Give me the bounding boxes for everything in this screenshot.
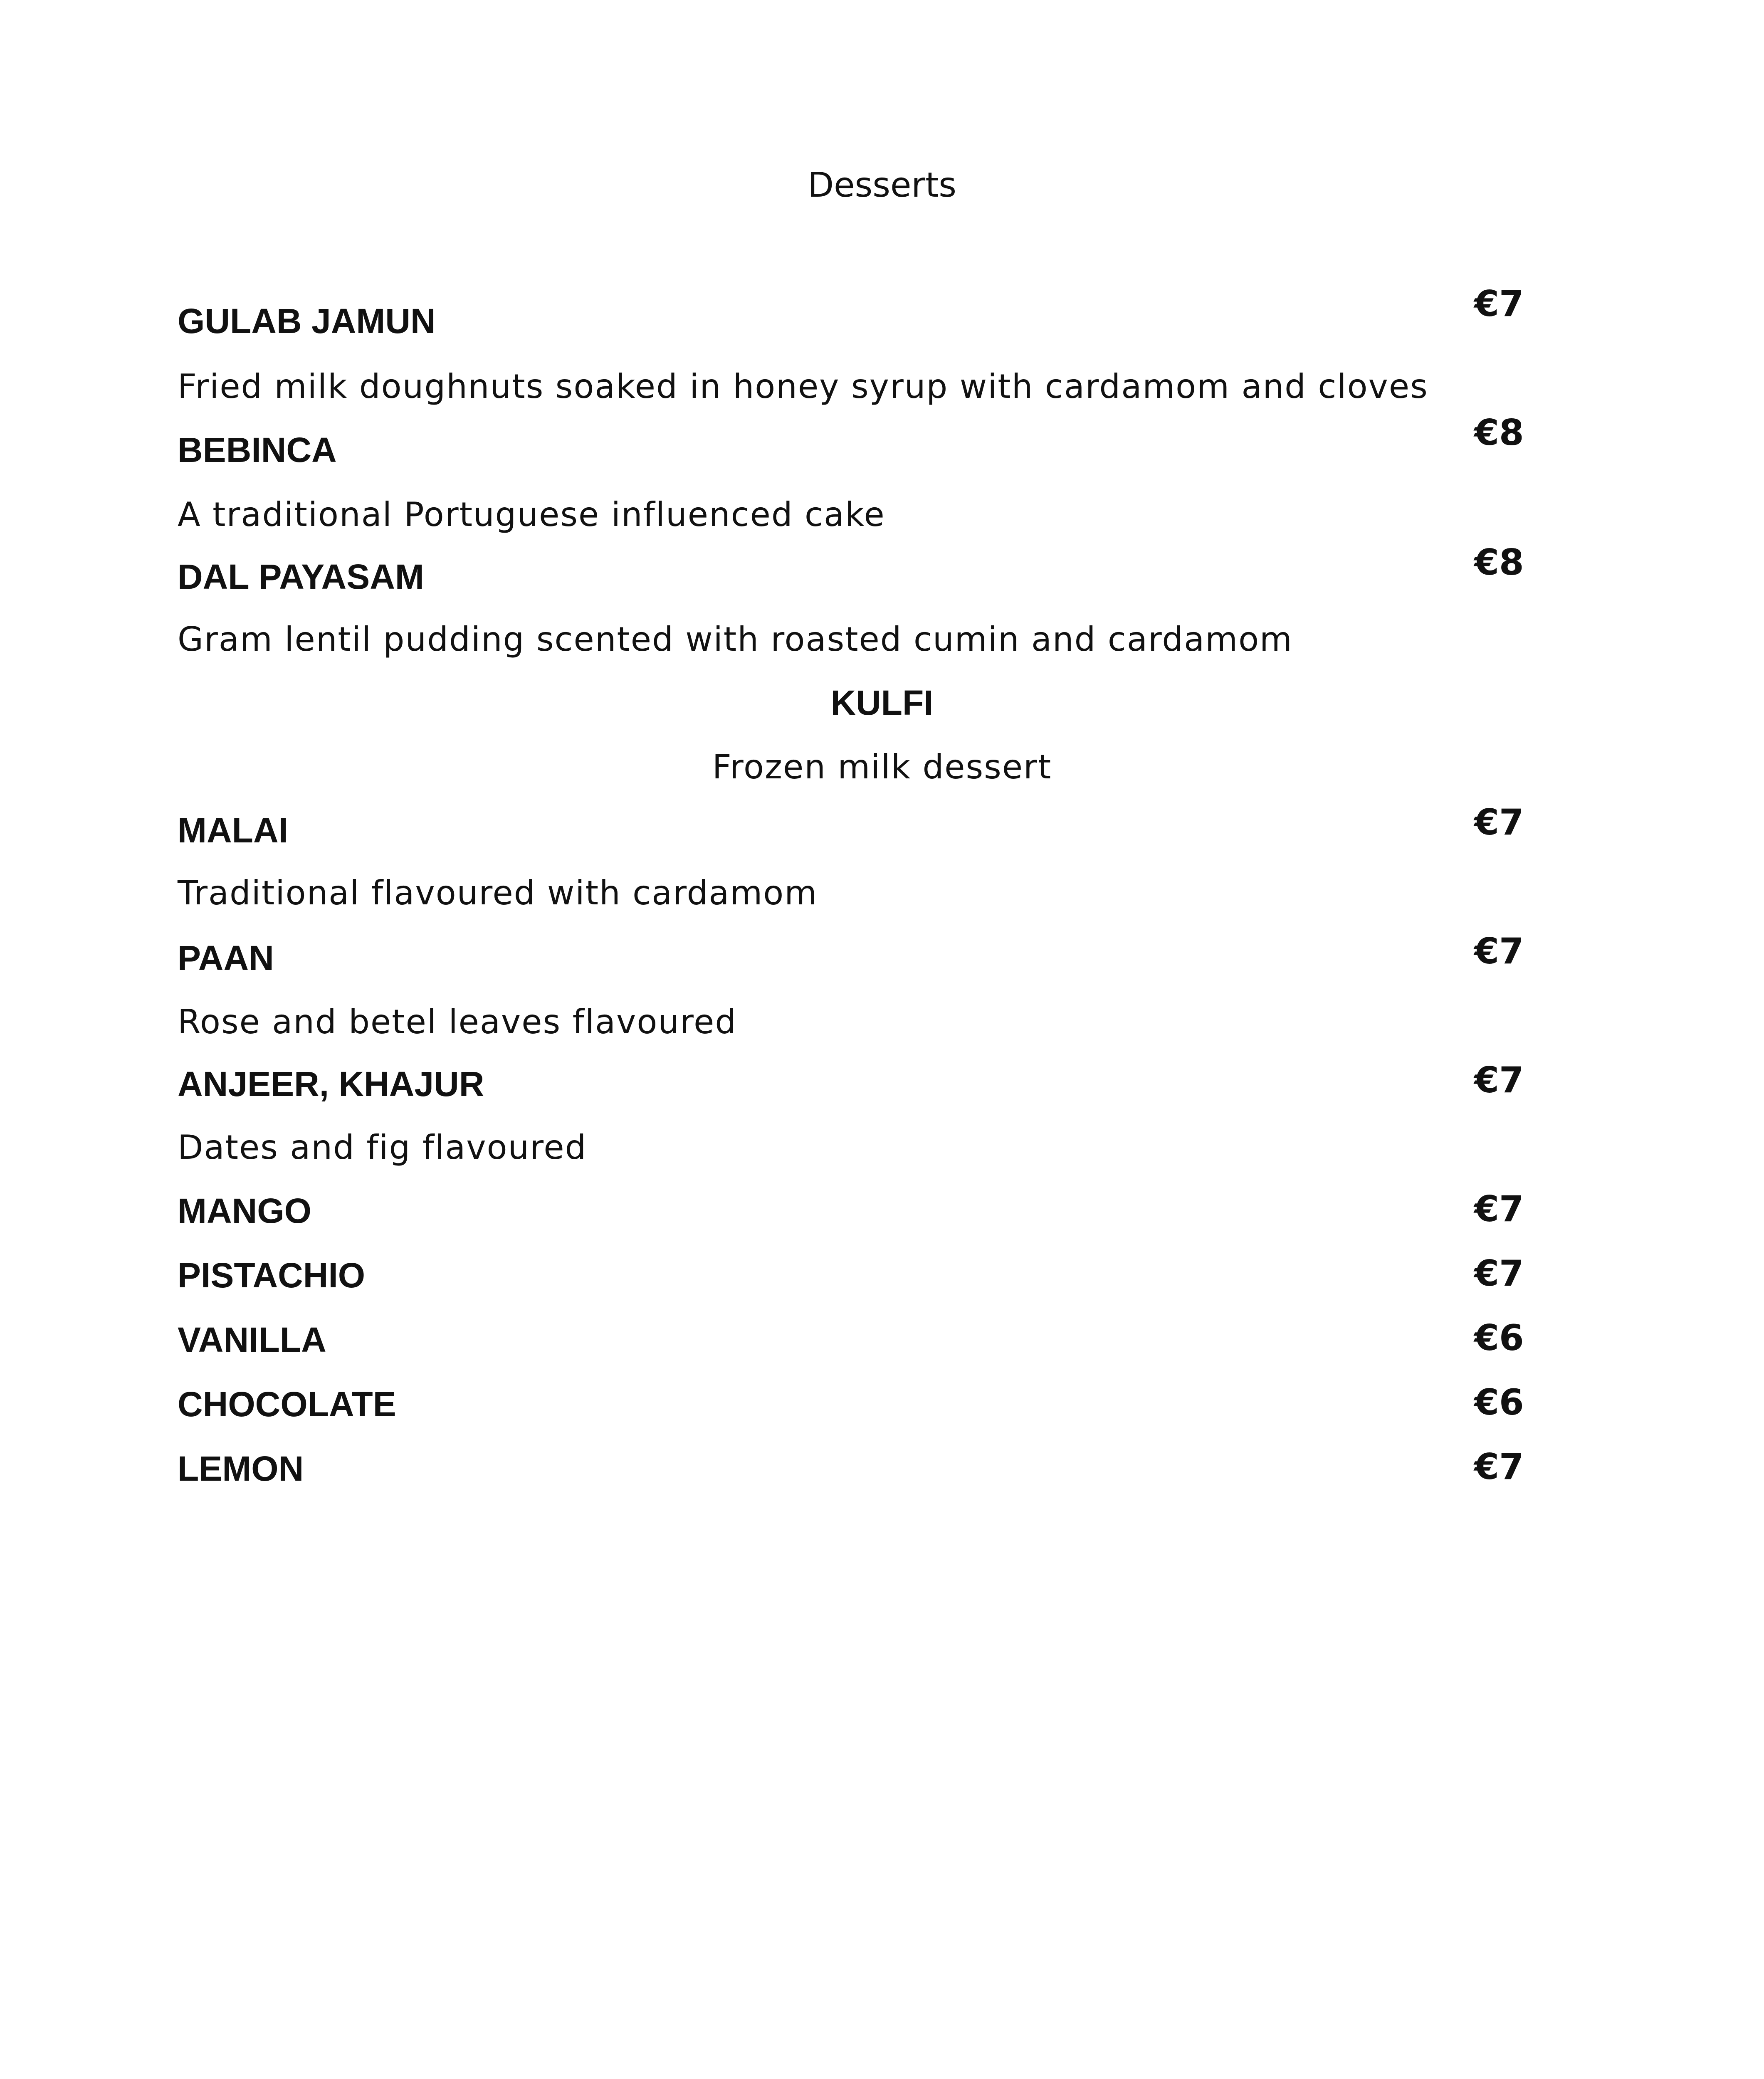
kulfi-price: €7 (1474, 931, 1524, 972)
kulfi-description: Dates and fig flavoured (178, 1128, 587, 1167)
kulfi-name: MANGO (178, 1191, 311, 1230)
page-title: Desserts (807, 165, 957, 205)
dessert-description: A traditional Portuguese influenced cake (178, 495, 885, 534)
kulfi-price: €6 (1474, 1382, 1524, 1423)
kulfi-name: PISTACHIO (178, 1256, 366, 1295)
dessert-name: BEBINCA (178, 430, 337, 469)
kulfi-price: €7 (1474, 802, 1524, 843)
kulfi-description: Rose and betel leaves flavoured (178, 1002, 737, 1041)
kulfi-name: CHOCOLATE (178, 1385, 396, 1424)
kulfi-price: €7 (1474, 1059, 1524, 1101)
dessert-description: Gram lentil pudding scented with roasted cumin and cardamom (178, 620, 1293, 659)
kulfi-name: PAAN (178, 938, 274, 978)
kulfi-name: VANILLA (178, 1320, 326, 1359)
dessert-description: Fried milk doughnuts soaked in honey syrup with cardamom and cloves (178, 367, 1428, 406)
kulfi-name: ANJEER, KHAJUR (178, 1064, 484, 1104)
kulfi-description: Traditional flavoured with cardamom (178, 874, 818, 912)
kulfi-price: €7 (1474, 1253, 1524, 1294)
section-subheading: Frozen milk dessert (712, 748, 1052, 786)
kulfi-name: LEMON (178, 1449, 304, 1488)
kulfi-price: €7 (1474, 1188, 1524, 1230)
kulfi-price: €7 (1474, 1446, 1524, 1488)
dessert-price: €7 (1474, 283, 1524, 325)
kulfi-name: MALAI (178, 811, 288, 850)
dessert-price: €8 (1474, 542, 1524, 583)
dessert-name: DAL PAYASAM (178, 557, 424, 596)
kulfi-price: €6 (1474, 1317, 1524, 1359)
section-heading-kulfi: KULFI (830, 683, 934, 722)
dessert-price: €8 (1474, 412, 1524, 454)
dessert-name: GULAB JAMUN (178, 301, 436, 341)
